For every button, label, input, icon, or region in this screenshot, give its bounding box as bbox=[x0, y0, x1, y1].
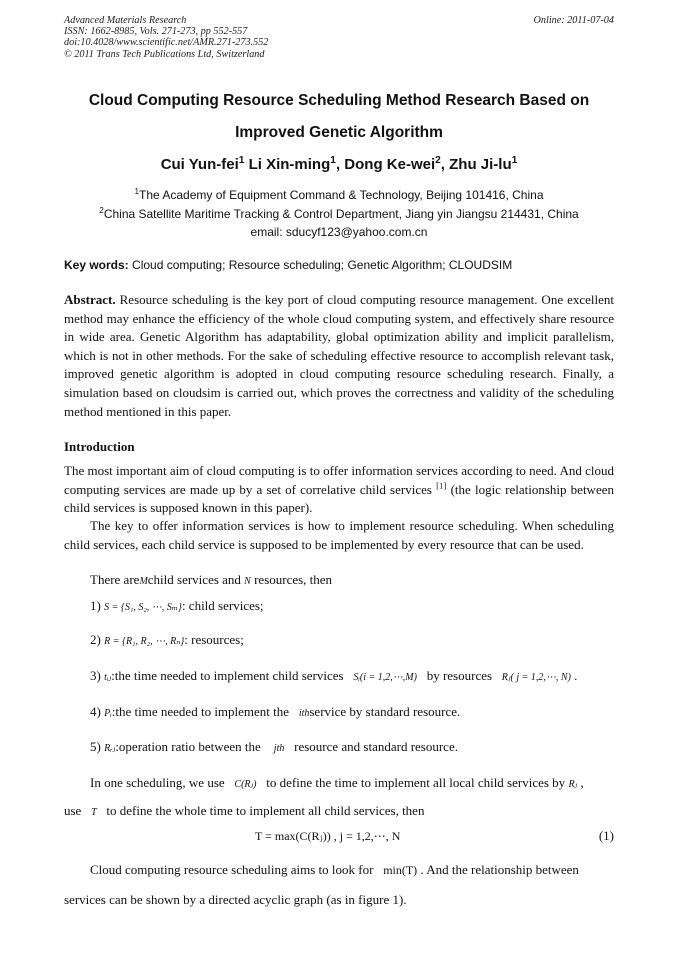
aff-sup: 2 bbox=[99, 206, 104, 215]
doi-line: doi:10.4028/www.scientific.net/AMR.271-273.552 bbox=[64, 37, 269, 49]
author-sep: , bbox=[335, 156, 345, 173]
affiliation-1 bbox=[30, 188, 648, 202]
author-name: Li Xin-ming bbox=[248, 156, 331, 173]
citation-ref: [1] bbox=[436, 480, 447, 491]
list-item-4 bbox=[90, 704, 460, 720]
intro-line-3 bbox=[90, 572, 332, 588]
scheduling-line-2 bbox=[64, 803, 424, 819]
item-number: 3) bbox=[90, 668, 101, 683]
math-expr: R = {R₁, R₂, ⋯, Rₙ} bbox=[104, 636, 185, 647]
math-expr: Rᵣⱼ bbox=[104, 743, 116, 754]
abstract-text: Resource scheduling is the key port of cloud computing resource management. One excellent method may enhance the efficiency of the whole cloud computing system, and effectively share resource in wide area. Genetic Algorithm has adaptability, global optimization ability and implicit parallelism, which is not in other methods. For the sake of scheduling effective resource to accomplish relevant task, improved genetic algorithm is adopted in cloud computing resource scheduling research. Finally, a simulation based on cloudsim is carried out, which proves the correctness and validity of the scheduling method mentioned in this paper. bbox=[64, 292, 614, 419]
math-symbol: M bbox=[139, 576, 148, 587]
item-text: :the time needed to implement the bbox=[111, 704, 290, 719]
intro-text: The most important aim of cloud computing is to offer information services according to need. And cloud computing services are made up by a set of correlative child services bbox=[64, 463, 614, 497]
math-expr: S = {S₁, S₂, ⋯, Sₘ} bbox=[104, 602, 182, 613]
scheduling-line-1 bbox=[90, 775, 584, 791]
author-list bbox=[40, 156, 638, 173]
text: . And the relationship between bbox=[420, 862, 579, 877]
final-line-2: services can be shown by a directed acyclic graph (as in figure 1). bbox=[64, 892, 407, 907]
math-expr: Sᵢ(i = 1,2,⋯,M) bbox=[353, 672, 417, 683]
affiliation-2 bbox=[30, 207, 648, 221]
text: In one scheduling, we use bbox=[90, 775, 225, 790]
math-expr: min(T) bbox=[383, 863, 418, 877]
author-sup: 2 bbox=[435, 155, 441, 166]
equation-formula: T = max(C(Rⱼ)) , j = 1,2,⋯, N bbox=[255, 829, 401, 843]
math-expr: Rⱼ( j = 1,2,⋯, N) bbox=[501, 672, 571, 683]
math-expr: Pᵢ bbox=[104, 708, 112, 719]
text: , bbox=[580, 775, 584, 790]
item-text: : child services; bbox=[181, 598, 264, 613]
issn-line: ISSN: 1662-8985, Vols. 271-273, pp 552-557 bbox=[64, 26, 248, 38]
title-line-2: Improved Genetic Algorithm bbox=[235, 124, 443, 141]
item-text: by resources bbox=[426, 668, 493, 683]
author-sup: 1 bbox=[330, 155, 336, 166]
text: to define the time to implement all local child services by bbox=[266, 775, 566, 790]
email-line: email: sducyf123@yahoo.com.cn bbox=[250, 225, 428, 239]
list-item-3 bbox=[90, 668, 577, 684]
text: resources, then bbox=[250, 572, 333, 587]
math-expr: tᵢⱼ bbox=[104, 672, 112, 683]
copyright-line: © 2011 Trans Tech Publications Ltd, Switzerland bbox=[64, 48, 265, 60]
item-number: 1) bbox=[90, 598, 101, 613]
author-sup: 1 bbox=[238, 155, 245, 166]
intro-paragraph-2: The key to offer information services is how to implement resource scheduling. When scheduling child services, each child service is supposed to be implemented by every resource that can be used. bbox=[64, 518, 614, 552]
journal-name: Advanced Materials Research bbox=[64, 15, 187, 26]
item-text: : resources; bbox=[184, 632, 244, 647]
item-number: 4) bbox=[90, 704, 101, 719]
aff-text: The Academy of Equipment Command & Technology, Beijing 101416, China bbox=[139, 188, 544, 202]
author-name: Zhu Ji-lu bbox=[449, 156, 512, 173]
list-item-2 bbox=[90, 632, 244, 648]
text: There are bbox=[90, 572, 140, 587]
text: child services and bbox=[147, 572, 241, 587]
keywords-text: Cloud computing; Resource scheduling; Genetic Algorithm; CLOUDSIM bbox=[128, 258, 513, 272]
text: to define the whole time to implement all child services, then bbox=[106, 803, 425, 818]
math-expr: Rⱼ bbox=[568, 779, 578, 790]
item-text: :operation ratio between the bbox=[115, 739, 261, 754]
title-line-1: Cloud Computing Resource Scheduling Method Research Based on bbox=[88, 92, 590, 109]
aff-text: China Satellite Maritime Tracking & Control Department, Jiang yin Jiangsu 214431, China bbox=[103, 207, 579, 221]
author-sup: 1 bbox=[511, 155, 518, 166]
intro-text: (the logic relationship between child services is supposed known in this paper). bbox=[64, 481, 614, 516]
text: use bbox=[64, 803, 82, 818]
keywords bbox=[64, 258, 512, 272]
equation-1 bbox=[255, 828, 400, 844]
list-item-1 bbox=[90, 598, 264, 614]
equation-number: (1) bbox=[598, 828, 614, 843]
abstract-label: Abstract. bbox=[64, 292, 116, 307]
author-name: Cui Yun-fei bbox=[160, 156, 239, 173]
item-text: :the time needed to implement child services bbox=[111, 668, 344, 683]
author-name: Dong Ke-wei bbox=[344, 156, 436, 173]
intro-paragraph-1 bbox=[64, 462, 614, 518]
math-expr: ith bbox=[298, 708, 310, 719]
item-number: 5) bbox=[90, 739, 101, 754]
math-expr: C(Rⱼ) bbox=[234, 779, 257, 790]
math-expr: jth bbox=[273, 743, 285, 754]
text: Cloud computing resource scheduling aims to look for bbox=[90, 862, 374, 877]
author-sep: , bbox=[440, 156, 450, 173]
aff-sup: 1 bbox=[134, 187, 140, 196]
online-date: Online: 2011-07-04 bbox=[533, 15, 614, 26]
journal-header bbox=[64, 15, 268, 60]
math-symbol: N bbox=[244, 576, 251, 587]
list-item-5 bbox=[90, 739, 458, 755]
item-number: 2) bbox=[90, 632, 101, 647]
item-text: . bbox=[574, 668, 578, 683]
item-text: service by standard resource. bbox=[309, 704, 461, 719]
math-expr: T bbox=[91, 807, 97, 818]
introduction-heading: Introduction bbox=[64, 439, 135, 454]
final-line-1 bbox=[90, 862, 579, 878]
item-text: resource and standard resource. bbox=[294, 739, 458, 754]
abstract bbox=[64, 291, 614, 421]
keywords-label: Key words: bbox=[64, 258, 129, 272]
